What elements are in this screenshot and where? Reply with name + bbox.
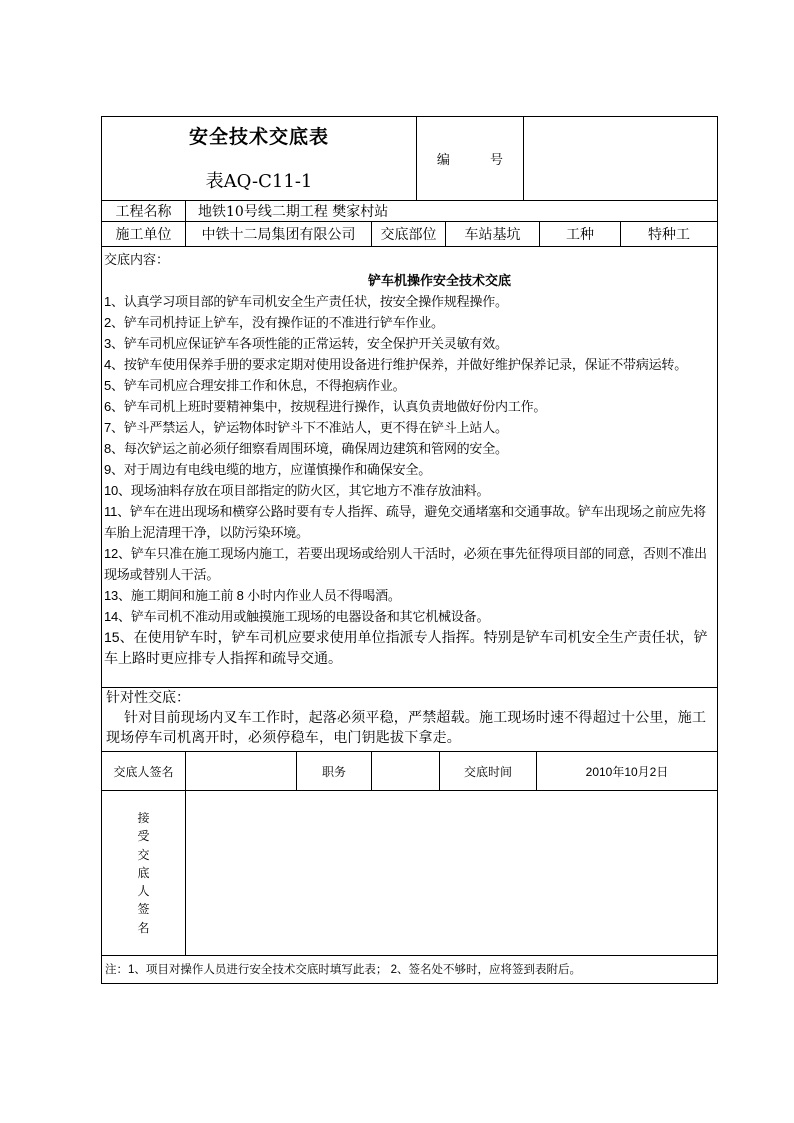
receiver-label-char: 受	[137, 829, 150, 844]
safety-briefing-form	[101, 116, 718, 984]
receiver-label-char: 签	[137, 902, 150, 917]
content-item: 11、铲车在进出现场和横穿公路时要有专人指挥、疏导，避免交通堵塞和交通事故。铲车出现场之前应先将车胎上泥清理干净，以防污染环境。	[104, 504, 706, 540]
footnote: 注：1、项目对操作人员进行安全技术交底时填写此表； 2、签名处不够时，应将签到表附后。	[105, 964, 581, 976]
signer-field[interactable]	[186, 752, 297, 790]
targeted-body	[106, 688, 715, 748]
targeted-text: 针对目前现场内叉车工作时，起落必须平稳，严禁超载。施工现场时速不得超过十公里，施工现场停车司机离开时，必须停稳车，电门钥匙拔下拿走。	[106, 710, 707, 746]
content-item: 8、每次铲运之前必须仔细察看周围环境，确保周边建筑和管网的安全。	[104, 441, 508, 456]
targeted-section	[102, 688, 717, 752]
content-item: 14、铲车司机不准动用或触摸施工现场的电器设备和其它机械设备。	[104, 609, 490, 624]
receiver-signature-field[interactable]	[186, 791, 717, 955]
targeted-label: 针对性交底：	[106, 690, 190, 706]
receiver-label-char: 人	[137, 884, 150, 899]
content-item: 15、在使用铲车时，铲车司机应要求使用单位指派专人指挥。特别是铲车司机安全生产责任状，铲车上路时更应排专人指挥和疏导交通。	[104, 629, 708, 666]
content-item: 13、施工期间和施工前 8 小时内作业人员不得喝酒。	[104, 588, 401, 603]
receiver-row	[102, 791, 717, 956]
receiver-label-char: 交	[137, 847, 150, 862]
unit-name: 中铁十二局集团有限公司	[186, 222, 372, 246]
receiver-label-char: 接	[137, 810, 150, 825]
receiver-label	[102, 791, 186, 955]
project-label: 工程名称	[102, 201, 186, 221]
time-value: 2010年10月2日	[585, 764, 669, 779]
content-body	[104, 249, 715, 669]
content-item: 2、铲车司机持证上铲车，没有操作证的不准进行铲车作业。	[104, 315, 444, 330]
receiver-label-char: 名	[137, 920, 150, 935]
trade-label: 工种	[540, 222, 621, 246]
project-name: 地铁10号线二期工程 樊家村站	[198, 204, 389, 220]
position-label: 职务	[297, 752, 372, 790]
content-item: 5、铲车司机应合理安排工作和休息，不得抱病作业。	[104, 378, 406, 393]
content-item: 4、按铲车使用保养手册的要求定期对使用设备进行维护保养，并做好维护保养记录，保证不带病运转。	[104, 357, 688, 372]
form-title: 安全技术交底表	[188, 126, 329, 148]
position-field[interactable]	[372, 752, 440, 790]
signer-label: 交底人签名	[102, 752, 186, 790]
content-item: 10、现场油料存放在项目部指定的防火区，其它地方不准存放油料。	[104, 483, 490, 498]
signature-row	[102, 752, 717, 791]
form-header	[102, 117, 717, 201]
number-field[interactable]	[524, 117, 717, 200]
content-item: 3、铲车司机应保证铲车各项性能的正常运转，安全保护开关灵敏有效。	[104, 336, 508, 351]
content-label: 交底内容：	[104, 252, 170, 267]
form-code: 表AQ-C11-1	[205, 171, 313, 192]
number-label: 编 号	[417, 117, 524, 200]
project-row	[102, 201, 717, 222]
part-label: 交底部位	[372, 222, 446, 246]
note-row	[102, 956, 717, 983]
title-box	[102, 117, 417, 200]
part-value: 车站基坑	[446, 222, 540, 246]
content-item: 1、认真学习项目部的铲车司机安全生产责任状，按安全操作规程操作。	[104, 294, 508, 309]
unit-label: 施工单位	[102, 222, 186, 246]
content-item: 6、铲车司机上班时要精神集中，按规程进行操作，认真负责地做好份内工作。	[104, 399, 547, 414]
content-item: 12、铲车只准在施工现场内施工，若要出现场或给别人干活时，必须在事先征得项目部的同意，否则不准出现场或替别人干活。	[104, 546, 707, 582]
content-item: 7、铲斗严禁运人，铲运物体时铲斗下不准站人，更不得在铲斗上站人。	[104, 420, 508, 435]
content-item: 9、对于周边有电线电缆的地方，应谨慎操作和确保安全。	[104, 462, 432, 477]
content-section	[102, 247, 717, 688]
unit-row	[102, 222, 717, 247]
content-title: 铲车机操作安全技术交底	[367, 273, 511, 288]
receiver-label-char: 底	[137, 865, 150, 880]
time-label: 交底时间	[440, 752, 537, 790]
trade-value: 特种工	[648, 227, 690, 243]
